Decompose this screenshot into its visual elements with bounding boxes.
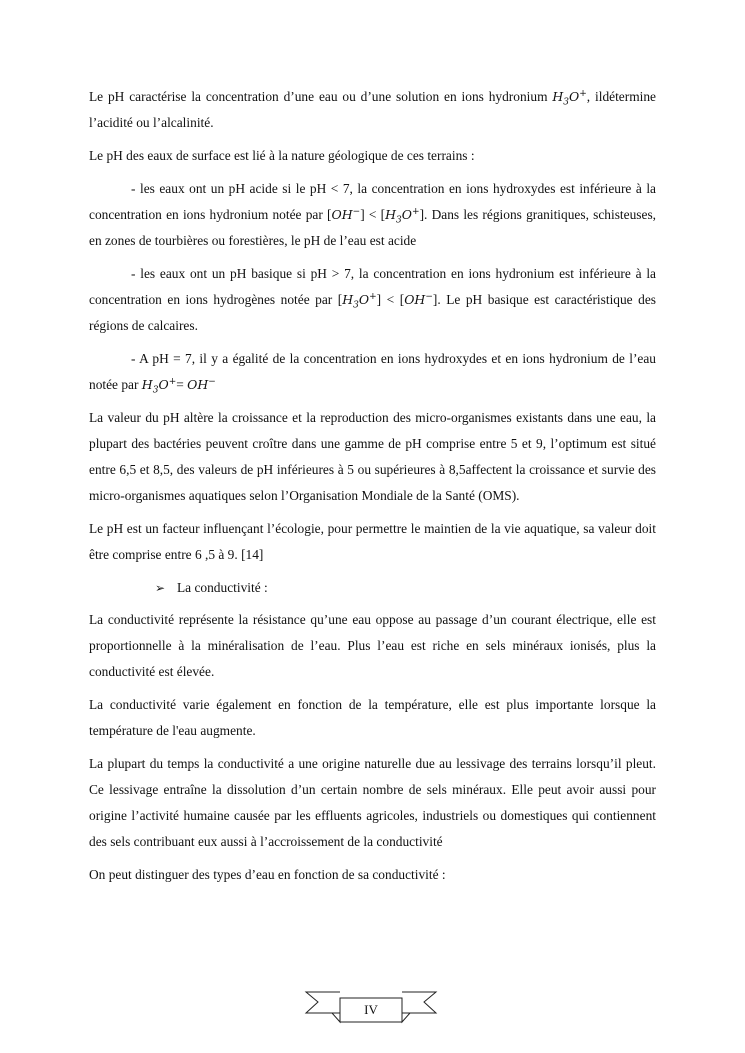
page-footer [0,988,745,1028]
paragraph-conductivity-origin: La plupart du temps la conductivité a une origine naturelle due au lessivage des terrains lorsqu’il pleut. Ce lessivage entraîne la dissolution d’un certain nombre de sels minéraux. Elle peut avoir aussi pour origine l’activité humaine causée par les effluents agricoles, industriels ou domestiques qui contiennent des sels contribuant eux aussi à l’accroissement de la conductivité [89,756,656,849]
document-body [89,84,656,895]
paragraph-basic: - les eaux ont un pH basique si pH > 7, la concentration en ions hydronium est inférieure à la concentration en ions hydrogènes notée par $[H_3O^+] < [OH^-]$. Le pH basique est caractéristique des régions de calcaires. [89,266,656,333]
paragraph-conductivity-definition: La conductivité représente la résistance qu’une eau oppose au passage d’un courant électrique, elle est proportionnelle à la minéralisation de l’eau. Plus l’eau est riche en sels minéraux ionisés, plus la conductivité est élevée. [89,612,656,679]
formula-hydronium: $H_3O^+$ [552,88,587,108]
paragraph-surface-water: Le pH des eaux de surface est lié à la nature géologique de ces terrains : [89,148,475,163]
paragraph-ph-definition: Le pH caractérise la concentration d’une eau ou d’une solution en ions hydronium $H_3O^+$, ildétermine l’acidité ou l’alcalinité. [89,88,656,130]
formula-hydronium: $H_3O^+$ [385,206,420,226]
formula-hydroxide: OH− [404,291,433,307]
paragraph-conductivity-temperature: La conductivité varie également en fonction de la température, elle est plus importante lorsque la température de l'eau augmente. [89,697,656,738]
paragraph-ph-microorganisms: La valeur du pH altère la croissance et la reproduction des micro-organismes existants dans une eau, la plupart des bactéries peuvent croître dans une gamme de pH comprise entre 5 et 9, l’optimum est situé entre 6,5 et 8,5, des valeurs de pH inférieures à 5 ou supérieures à 8,5affectent la croissance et survie des micro-organismes aquatiques selon l’Organisation Mondiale de la Santé (OMS). [89,410,656,503]
paragraph-ph-ecology: Le pH est un facteur influençant l’écologie, pour permettre le maintien de la vie aquatique, sa valeur doit être comprise entre 6 ,5 à 9. [14] [89,521,656,562]
formula-hydronium: $H_3O^+$ [141,376,177,396]
arrow-bullet-icon: ➢ [155,581,166,595]
paragraph-water-types: On peut distinguer des types d’eau en fonction de sa conductivité : [89,867,446,882]
formula-hydroxide: OH− [331,206,361,222]
paragraph-neutral: - A pH = 7, il y a égalité de la concentration en ions hydroxydes et en ions hydronium de l’eau notée par $H_3O^+= OH^-$ [89,351,656,396]
bullet-conductivity-heading: ➢ La conductivité : [89,575,656,601]
formula-hydronium: $H_3O^+$ [342,291,377,311]
paragraph-acidic: - les eaux ont un pH acide si le pH < 7, la concentration en ions hydroxydes est inférieure à la concentration en ions hydronium notée par $[OH^-] < [H_3O^+]$. Dans les régions granitiques, schisteuses, en zones de tourbières ou forestières, le pH de l’eau est acide [89,181,656,248]
page-number: IV [364,1002,378,1017]
formula-hydroxide: OH− [187,376,216,392]
